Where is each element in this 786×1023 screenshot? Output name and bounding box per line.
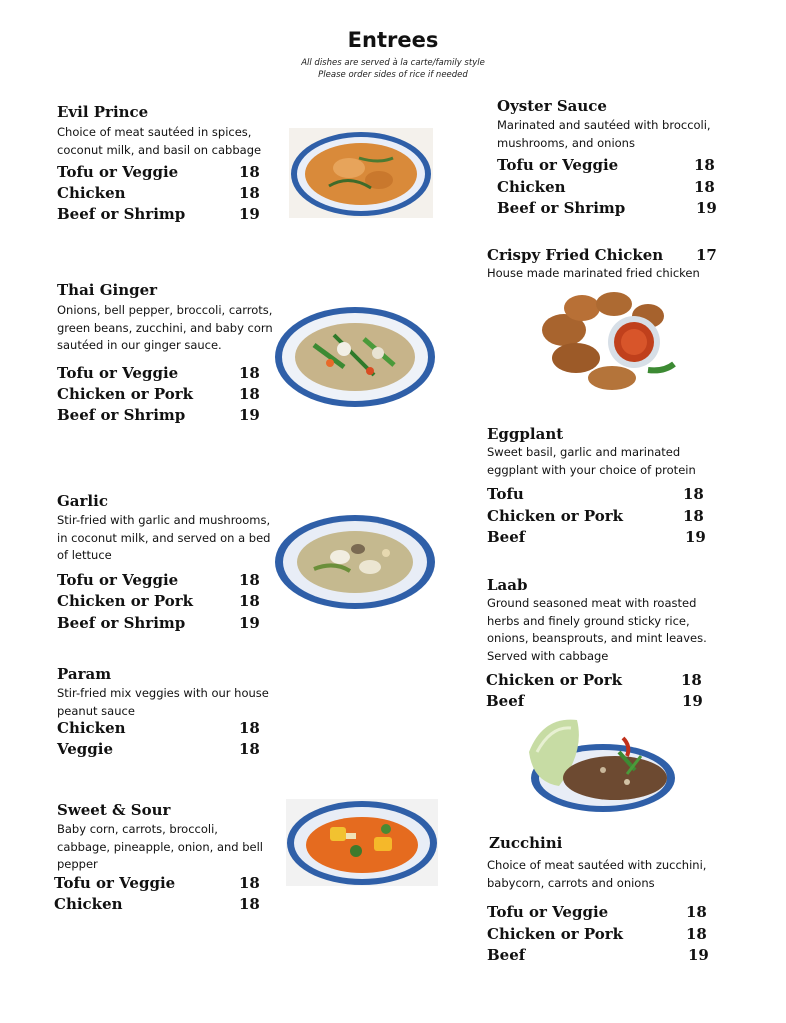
price-row [497,178,717,199]
option-price: 19 [239,406,260,424]
desc-line: Served with cabbage [487,648,609,663]
option-label: Tofu [487,485,524,503]
option-label: Tofu or Veggie [487,903,609,921]
sweet-sour-plate-photo [286,799,438,886]
price-row [57,592,260,613]
desc-line: of lettuce [57,548,112,562]
subtitle-line-2: Please order sides of rice if needed [318,70,468,80]
price-row [57,364,260,385]
option-price: 18 [239,364,260,382]
desc-line: herbs and finely ground sticky rice, [487,613,690,628]
option-label: Beef or Shrimp [57,406,186,424]
option-price: 18 [686,925,707,943]
dish-description-eggplant [487,444,717,479]
price-row [57,184,260,205]
option-label: Tofu or Veggie [57,571,179,589]
dish-description-param [57,685,287,720]
price-row [497,199,717,220]
price-row [57,740,260,761]
option-price: 18 [686,903,707,921]
option-label: Chicken or Pork [57,385,194,403]
price-row [487,903,707,924]
option-label: Beef or Shrimp [57,614,186,632]
desc-line: Baby corn, carrots, broccoli, [57,822,218,836]
desc-line: House made marinated fried chicken [487,266,700,280]
option-price: 18 [681,671,702,689]
option-label: Chicken [497,178,566,196]
price-row [57,614,260,635]
desc-line: Choice of meat sautéed with zucchini, [487,858,707,872]
dish-name-crispy-fried-chicken: Crispy Fried Chicken [487,246,664,264]
dish-description-oyster-sauce [497,117,727,152]
dish-description-zucchini [487,857,722,892]
price-row [57,163,260,184]
desc-line: cabbage, pineapple, onion, and bell [57,839,264,854]
option-price: 19 [685,528,706,546]
option-label: Chicken [57,719,126,737]
price-row [57,385,260,406]
desc-line: peanut sauce [57,703,135,718]
option-label: Beef or Shrimp [497,199,626,217]
option-price: 18 [239,895,260,913]
price-row [486,692,706,713]
option-price: 18 [239,184,260,202]
desc-line: babycorn, carrots and onions [487,875,655,890]
desc-line: mushrooms, and onions [497,135,635,150]
dish-description-laab [487,595,722,665]
option-label: Chicken or Pork [57,592,194,610]
desc-line: Choice of meat sautéed in spices, [57,125,252,139]
dish-name-eggplant: Eggplant [487,425,564,443]
fried-chicken-photo [536,286,680,394]
desc-line: Ground seasoned meat with roasted [487,596,697,610]
option-price: 19 [239,614,260,632]
option-price: 18 [239,740,260,758]
price-row [487,485,707,506]
dish-name-sweet-sour: Sweet & Sour [57,801,171,819]
option-label: Tofu or Veggie [57,163,179,181]
price-row [57,406,260,427]
dish-name-evil-prince: Evil Prince [57,103,149,121]
option-price: 18 [239,571,260,589]
desc-line: Marinated and sautéed with broccoli, [497,118,711,132]
laab-salad-photo [523,712,676,815]
desc-line: coconut milk, and basil on cabbage [57,142,262,157]
price-row [54,895,259,916]
option-price: 19 [239,205,260,223]
dish-header-crispy-fried-chicken [487,246,717,267]
option-price: 18 [239,874,260,892]
option-price: 19 [696,199,717,217]
curry-plate-photo [289,128,433,218]
option-label: Chicken [57,184,126,202]
dish-description-crispy-fried-chicken [487,265,717,283]
price-row [57,205,260,226]
option-label: Veggie [57,740,114,758]
desc-line: onions, beansprouts, and mint leaves. [487,631,707,645]
option-label: Beef [487,946,526,964]
option-price: 19 [682,692,703,710]
option-label: Beef [486,692,525,710]
desc-line: pepper [57,857,98,871]
option-label: Beef or Shrimp [57,205,186,223]
option-price: 18 [239,592,260,610]
page-title: Entrees [347,28,439,52]
desc-line: Stir-fried with garlic and mushrooms, [57,513,271,527]
desc-line: green beans, zucchini, and baby corn [57,320,273,335]
price-row [54,874,259,895]
price-row [487,507,707,528]
dish-description-thai-ginger [57,302,282,355]
option-label: Chicken or Pork [487,507,624,525]
option-price: 18 [239,385,260,403]
dish-description-sweet-sour [57,821,282,874]
dish-name-oyster-sauce: Oyster Sauce [497,97,607,115]
option-price: 18 [694,178,715,196]
desc-line: eggplant with your choice of protein [487,462,696,477]
desc-line: Onions, bell pepper, broccoli, carrots, [57,303,273,317]
price-row [487,925,707,946]
price-row [57,571,260,592]
dish-name-laab: Laab [487,576,528,594]
option-price: 18 [694,156,715,174]
desc-line: sautéed in our ginger sauce. [57,338,222,352]
desc-line: Stir-fried mix veggies with our house [57,686,269,700]
option-label: Tofu or Veggie [57,364,179,382]
dish-name-garlic: Garlic [57,492,108,510]
option-label: Chicken or Pork [486,671,623,689]
option-price: 18 [683,507,704,525]
desc-line: Sweet basil, garlic and marinated [487,445,681,459]
garlic-stir-fry-photo [274,513,436,611]
option-label: Tofu or Veggie [497,156,619,174]
dish-name-thai-ginger: Thai Ginger [57,281,158,299]
dish-description-evil-prince [57,124,287,159]
dish-name-param: Param [57,665,112,683]
stir-fry-plate-photo [274,305,436,408]
option-price: 17 [696,246,717,264]
price-row [497,156,717,177]
option-label: Tofu or Veggie [54,874,176,892]
option-price: 19 [688,946,709,964]
option-price: 18 [683,485,704,503]
option-label: Chicken or Pork [487,925,624,943]
option-label: Beef [487,528,526,546]
option-label: Chicken [54,895,123,913]
price-row [487,528,707,549]
dish-name-zucchini: Zucchini [489,834,563,852]
price-row [57,719,260,740]
option-price: 18 [239,163,260,181]
price-row [487,946,707,967]
dish-description-garlic [57,512,282,565]
subtitle-line-1: All dishes are served à la carte/family style [301,58,485,68]
desc-line: in coconut milk, and served on a bed [57,530,271,545]
price-row [486,671,706,692]
option-price: 18 [239,719,260,737]
